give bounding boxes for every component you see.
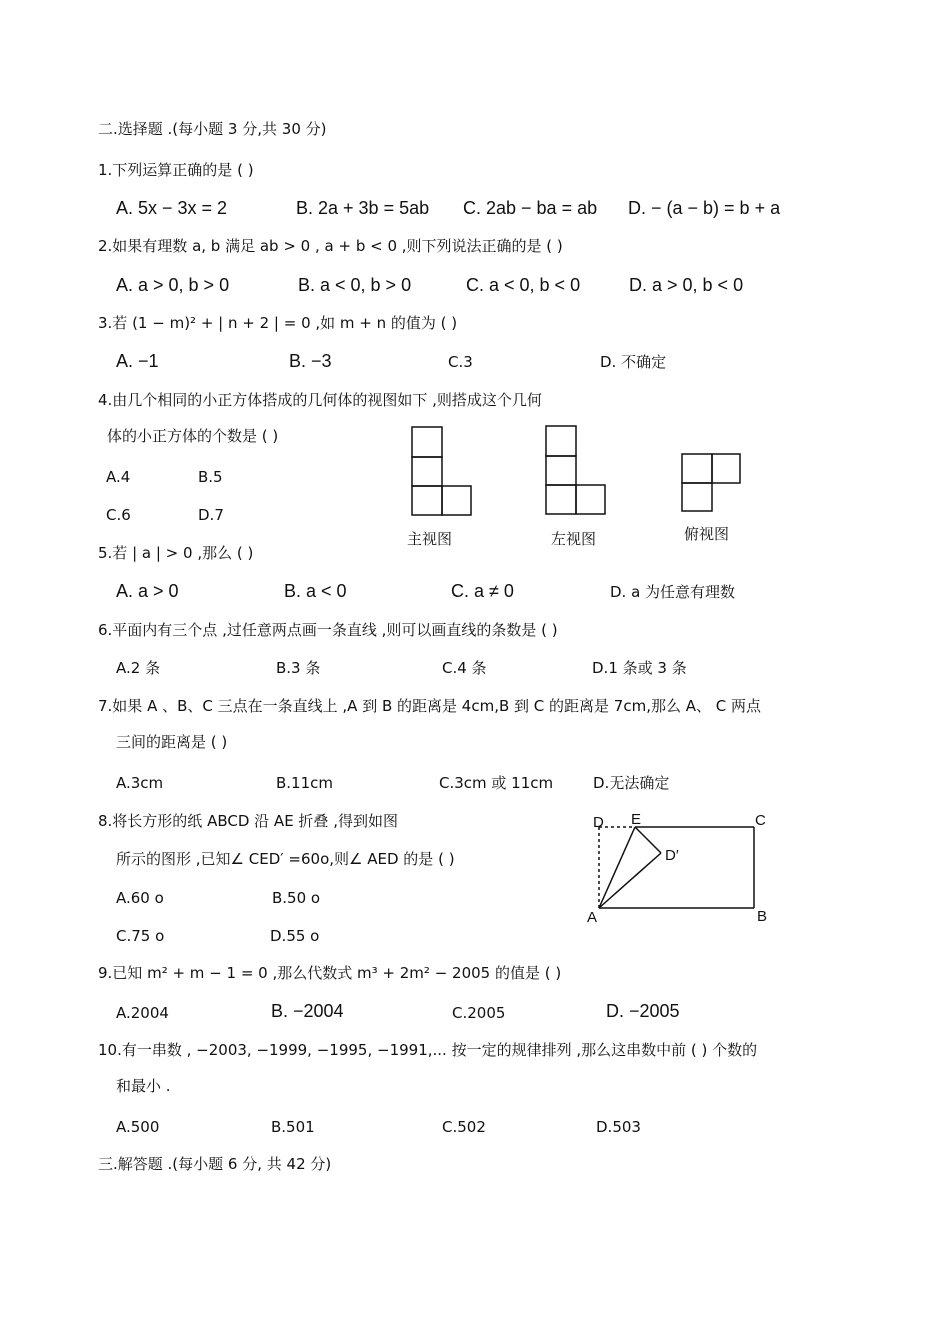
q5-option-d: D. a 为任意有理数 [610,583,736,601]
left-view-label: 左视图 [551,530,597,548]
q9-option-d: D. −2005 [606,1001,680,1021]
q1-option-d: D. − (a − b) = b + a [628,198,781,218]
q7-option-c: C.3cm 或 11cm [439,774,554,792]
q3-option-d: D. 不确定 [600,353,667,371]
question-6-stem: 6.平面内有三个点 ,过任意两点画一条直线 ,则可以画直线的条数是 ( ) [98,621,558,639]
q7-option-d: D.无法确定 [593,774,670,792]
q8-option-a: A.60 o [116,889,164,907]
q2-option-a: A. a > 0, b > 0 [116,275,230,295]
q2-option-b: B. a < 0, b > 0 [298,275,412,295]
q10-option-a: A.500 [116,1118,160,1136]
point-c-label: C [755,812,766,829]
q4-option-b: B.5 [198,468,223,486]
q7-option-b: B.11cm [276,774,334,792]
q4-option-d: D.7 [198,506,224,524]
q10-option-d: D.503 [596,1118,641,1136]
front-view-figure [410,425,474,517]
q5-option-b: B. a < 0 [284,581,347,601]
left-view-figure [544,424,608,516]
q3-option-b: B. −3 [289,351,332,371]
front-view-label: 主视图 [407,530,453,548]
point-d-label: D [593,814,604,831]
q1-option-a: A. 5x − 3x = 2 [116,198,228,218]
q8-option-b: B.50 o [272,889,321,907]
question-2-stem: 2.如果有理数 a, b 满足 ab > 0 , a + b < 0 ,则下列说法正确的是 ( ) [98,237,563,255]
question-4-stem-line2: 体的小正方体的个数是 ( ) [107,427,279,445]
point-b-label: B [757,908,768,925]
q8-option-d: D.55 o [270,927,320,945]
q5-option-a: A. a > 0 [116,581,179,601]
q2-option-c: C. a < 0, b < 0 [466,275,581,295]
q9-option-b: B. −2004 [271,1001,344,1021]
q6-option-d: D.1 条或 3 条 [592,659,687,677]
q4-option-a: A.4 [106,468,131,486]
question-4-stem-line1: 4.由几个相同的小正方体搭成的几何体的视图如下 ,则搭成这个几何 [98,391,542,409]
question-10-stem-line1: 10.有一串数 , −2003, −1999, −1995, −1991,... 按一定的规律排列 ,那么这串数中前 ( ) 个数的 [98,1041,758,1059]
question-1-stem: 1.下列运算正确的是 ( ) [98,161,254,179]
point-e-label: E [631,811,642,828]
q9-option-a: A.2004 [116,1004,169,1022]
q4-option-c: C.6 [106,506,131,524]
question-9-stem: 9.已知 m² + m − 1 = 0 ,那么代数式 m³ + 2m² − 2005 的值是 ( ) [98,964,562,982]
q6-option-b: B.3 条 [276,659,321,677]
question-7-stem-line2: 三间的距离是 ( ) [116,733,228,751]
q9-option-c: C.2005 [452,1004,506,1022]
point-d-prime-label: D′ [665,847,679,864]
q3-option-c: C.3 [448,353,473,371]
top-view-label: 俯视图 [684,525,730,543]
folded-rectangle-figure [585,808,785,928]
q8-option-c: C.75 o [116,927,165,945]
q6-option-c: C.4 条 [442,659,487,677]
top-view-figure [680,452,744,514]
q6-option-a: A.2 条 [116,659,161,677]
question-8-stem-line1: 8.将长方形的纸 ABCD 沿 AE 折叠 ,得到如图 [98,812,398,830]
q1-option-c: C. 2ab − ba = ab [463,198,598,218]
section-2-header: 二.选择题 .(每小题 3 分,共 30 分) [98,120,327,138]
q3-option-a: A. −1 [116,351,159,371]
section-3-header: 三.解答题 .(每小题 6 分, 共 42 分) [98,1155,332,1173]
question-3-stem: 3.若 (1 − m)² + | n + 2 | = 0 ,如 m + n 的值为 ( ) [98,314,458,332]
question-8-stem-line2: 所示的图形 ,已知∠ CED′ =60o,则∠ AED 的是 ( ) [116,850,455,868]
q7-option-a: A.3cm [116,774,164,792]
q2-option-d: D. a > 0, b < 0 [629,275,744,295]
q1-option-b: B. 2a + 3b = 5ab [296,198,430,218]
question-5-stem: 5.若 | a | > 0 ,那么 ( ) [98,544,254,562]
question-7-stem-line1: 7.如果 A 、B、C 三点在一条直线上 ,A 到 B 的距离是 4cm,B 到 C 的距离是 7cm,那么 A、 C 两点 [98,697,762,715]
point-a-label: A [587,909,598,926]
q10-option-b: B.501 [271,1118,315,1136]
q10-option-c: C.502 [442,1118,486,1136]
q5-option-c: C. a ≠ 0 [451,581,514,601]
question-10-stem-line2: 和最小 . [116,1077,171,1095]
